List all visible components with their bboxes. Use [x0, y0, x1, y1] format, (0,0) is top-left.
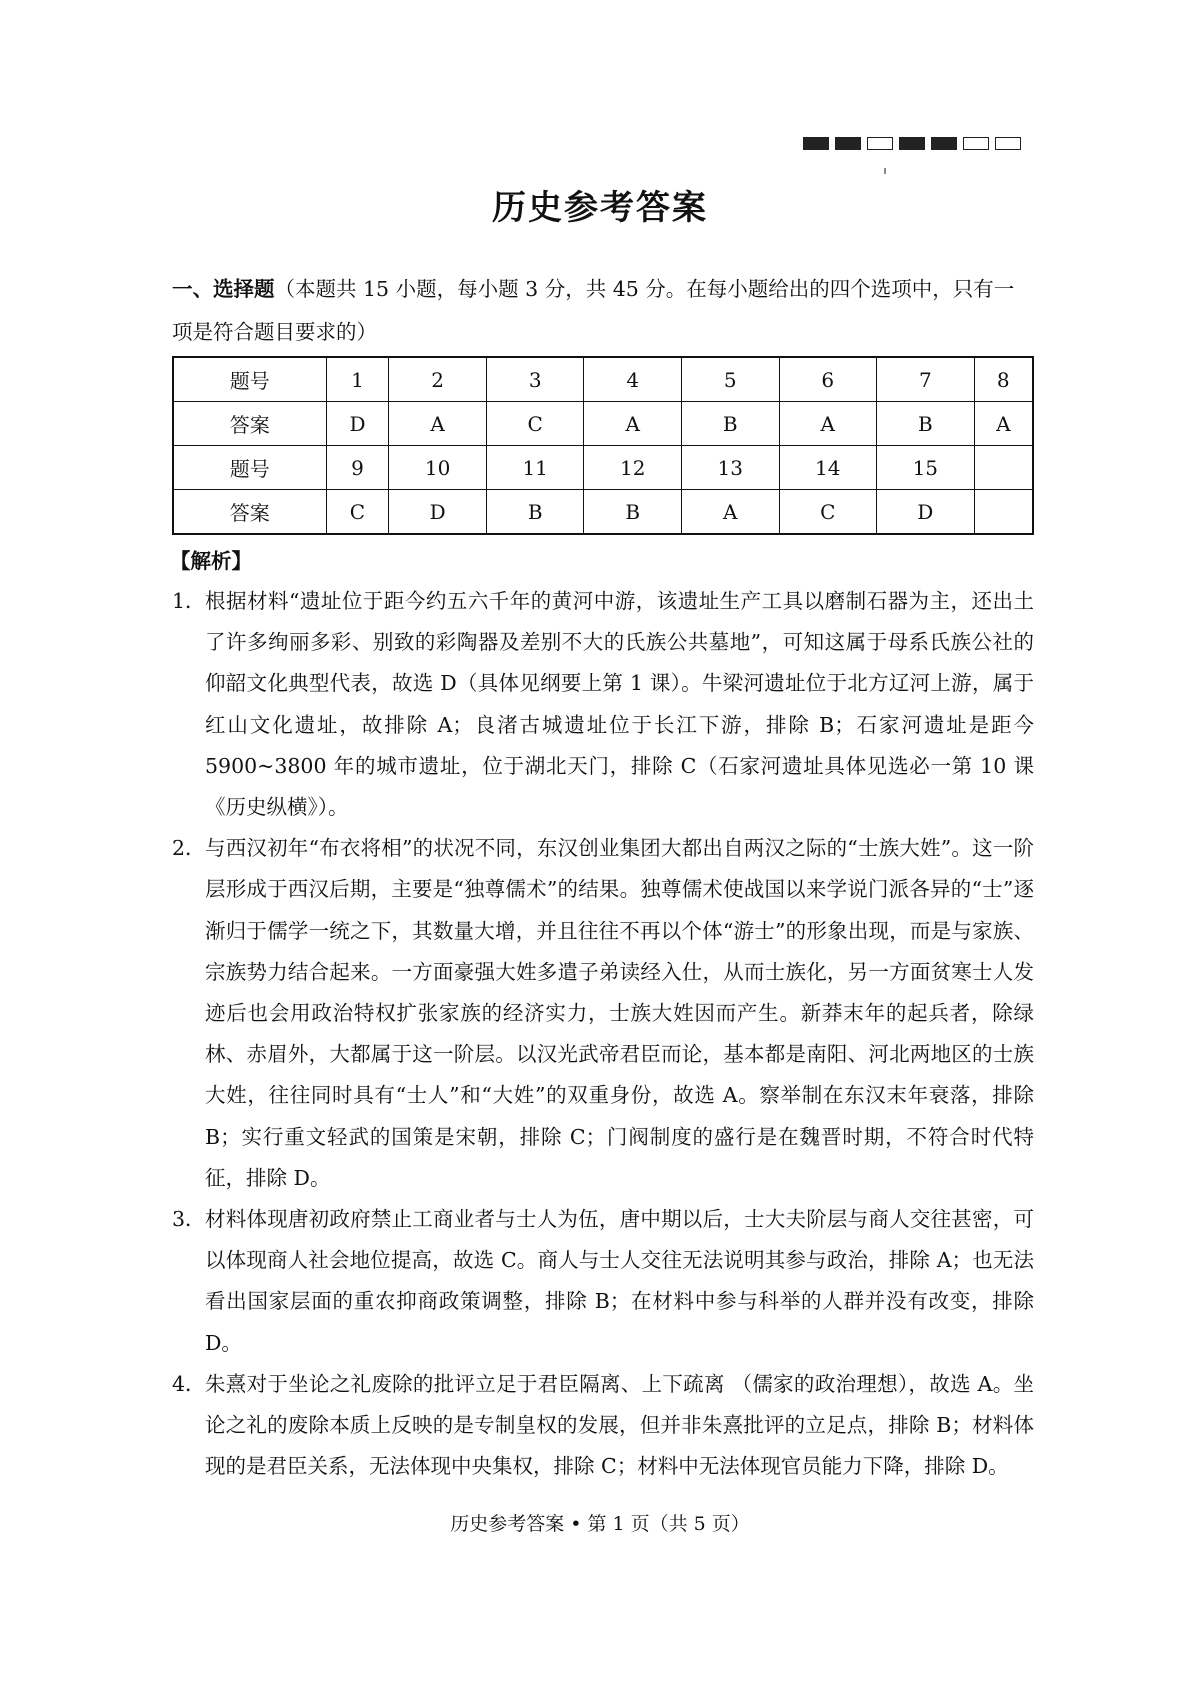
header-mark	[835, 137, 861, 150]
table-row-header: 题号	[173, 446, 326, 490]
table-row	[173, 446, 1033, 490]
section-heading: 一、选择题	[172, 277, 275, 301]
page-title: 历史参考答案	[492, 188, 708, 228]
table-cell: B	[877, 402, 975, 446]
explanation-text: 与西汉初年“布衣将相”的状况不同，东汉创业集团大都出自两汉之际的“士族大姓”。这一阶层形成于西汉后期，主要是“独尊儒术”的结果。独尊儒术使战国以来学说门派各异的“士”逐渐归于儒学一统之下，其数量大增，并且往往不再以个体“游士”的形象出现，而是与家族、宗族势力结合起来。一方面豪强大姓多遣子弟读经入仕，从而士族化，另一方面贫寒士人发迹后也会用政治特权扩张家族的经济实力，士族大姓因而产生。新莽末年的起兵者，除绿林、赤眉外，大都属于这一阶层。以汉光武帝君臣而论，基本都是南阳、河北两地区的士族大姓，往往同时具有“士人”和“大姓”的双重身份，故选 A。察举制在东汉末年衰落，排除 B；实行重文轻武的国策是宋朝，排除 C；门阀制度的盛行是在魏晋时期，不符合时代特征，排除 D。	[205, 836, 1034, 1190]
table-cell: A	[389, 402, 487, 446]
explanation-item	[172, 828, 1034, 1199]
header-marks	[803, 137, 1021, 150]
explanation-text: 材料体现唐初政府禁止工商业者与士人为伍，唐中期以后，士大夫阶层与商人交往甚密，可以体现商人社会地位提高，故选 C。商人与士人交往无法说明其参与政治，排除 A；也无法看出国家层面的重农抑商政策调整，排除 B；在材料中参与科举的人群并没有改变，排除 D。	[205, 1207, 1034, 1355]
table-cell: 9	[326, 446, 389, 490]
explanation-item	[172, 1199, 1034, 1364]
page-footer: 历史参考答案 • 第 1 页（共 5 页）	[450, 1513, 750, 1535]
section-choice-heading	[172, 268, 1034, 354]
table-cell: D	[326, 402, 389, 446]
explanation-item	[172, 1364, 1034, 1488]
table-cell	[974, 490, 1033, 535]
table-cell: 15	[877, 446, 975, 490]
table-cell: 4	[584, 357, 682, 402]
table-cell: A	[779, 402, 877, 446]
table-cell: 13	[681, 446, 779, 490]
table-cell: A	[584, 402, 682, 446]
header-mark	[803, 137, 829, 150]
table-cell: D	[389, 490, 487, 535]
table-row	[173, 490, 1033, 535]
explanation-number: 3．	[172, 1207, 206, 1232]
header-mark	[867, 137, 893, 150]
table-cell: A	[681, 490, 779, 535]
explanation-list	[172, 581, 1034, 1487]
header-mark	[899, 137, 925, 150]
explanation-item	[172, 581, 1034, 828]
table-cell: C	[326, 490, 389, 535]
explanation-text: 根据材料“遗址位于距今约五六千年的黄河中游，该遗址生产工具以磨制石器为主，还出土了许多绚丽多彩、别致的彩陶器及差别不大的氏族公共墓地”，可知这属于母系氏族公社的仰韶文化典型代表，故选 D（具体见纲要上第 1 课）。牛梁河遗址位于北方辽河上游，属于红山文化遗址，故排除 A；良渚古城遗址位于长江下游，排除 B；石家河遗址是距今 5900~3800 年的城市遗址，位于湖北天门，排除 C（石家河遗址具体见选必一第 10 课《历史纵横》）。	[205, 589, 1034, 820]
header-mark	[931, 137, 957, 150]
table-cell: 11	[486, 446, 584, 490]
table-cell	[974, 446, 1033, 490]
table-cell: D	[877, 490, 975, 535]
table-row-header: 答案	[173, 490, 326, 535]
table-cell: 14	[779, 446, 877, 490]
table-cell: 1	[326, 357, 389, 402]
answer-table	[172, 356, 1034, 535]
table-cell: 3	[486, 357, 584, 402]
table-row	[173, 402, 1033, 446]
header-mark	[963, 137, 989, 150]
header-mark	[995, 137, 1021, 150]
table-cell: 12	[584, 446, 682, 490]
analysis-heading: 【解析】	[170, 549, 252, 573]
table-cell: 7	[877, 357, 975, 402]
header-tick	[884, 168, 886, 174]
table-cell: C	[779, 490, 877, 535]
table-cell: B	[584, 490, 682, 535]
table-cell: C	[486, 402, 584, 446]
table-cell: 6	[779, 357, 877, 402]
explanation-number: 1．	[172, 589, 206, 613]
table-cell: A	[974, 402, 1033, 446]
table-row-header: 题号	[173, 357, 326, 402]
table-row-header: 答案	[173, 402, 326, 446]
table-cell: 10	[389, 446, 487, 490]
table-cell: B	[681, 402, 779, 446]
explanation-number: 2．	[172, 836, 206, 861]
section-instructions: （本题共 15 小题，每小题 3 分，共 45 分。在每小题给出的四个选项中，只有一项是符合题目要求的）	[172, 277, 1015, 344]
table-cell: 8	[974, 357, 1033, 402]
table-cell: B	[486, 490, 584, 535]
table-cell: 2	[389, 357, 487, 402]
explanation-text: 朱熹对于坐论之礼废除的批评立足于君臣隔离、上下疏离 （儒家的政治理想），故选 A。坐论之礼的废除本质上反映的是专制皇权的发展，但并非朱熹批评的立足点，排除 B；材料体现的是君臣关系，无法体现中央集权，排除 C；材料中无法体现官员能力下降，排除 D。	[205, 1371, 1034, 1479]
explanation-number: 4．	[172, 1371, 206, 1396]
table-cell: 5	[681, 357, 779, 402]
table-row	[173, 357, 1033, 402]
